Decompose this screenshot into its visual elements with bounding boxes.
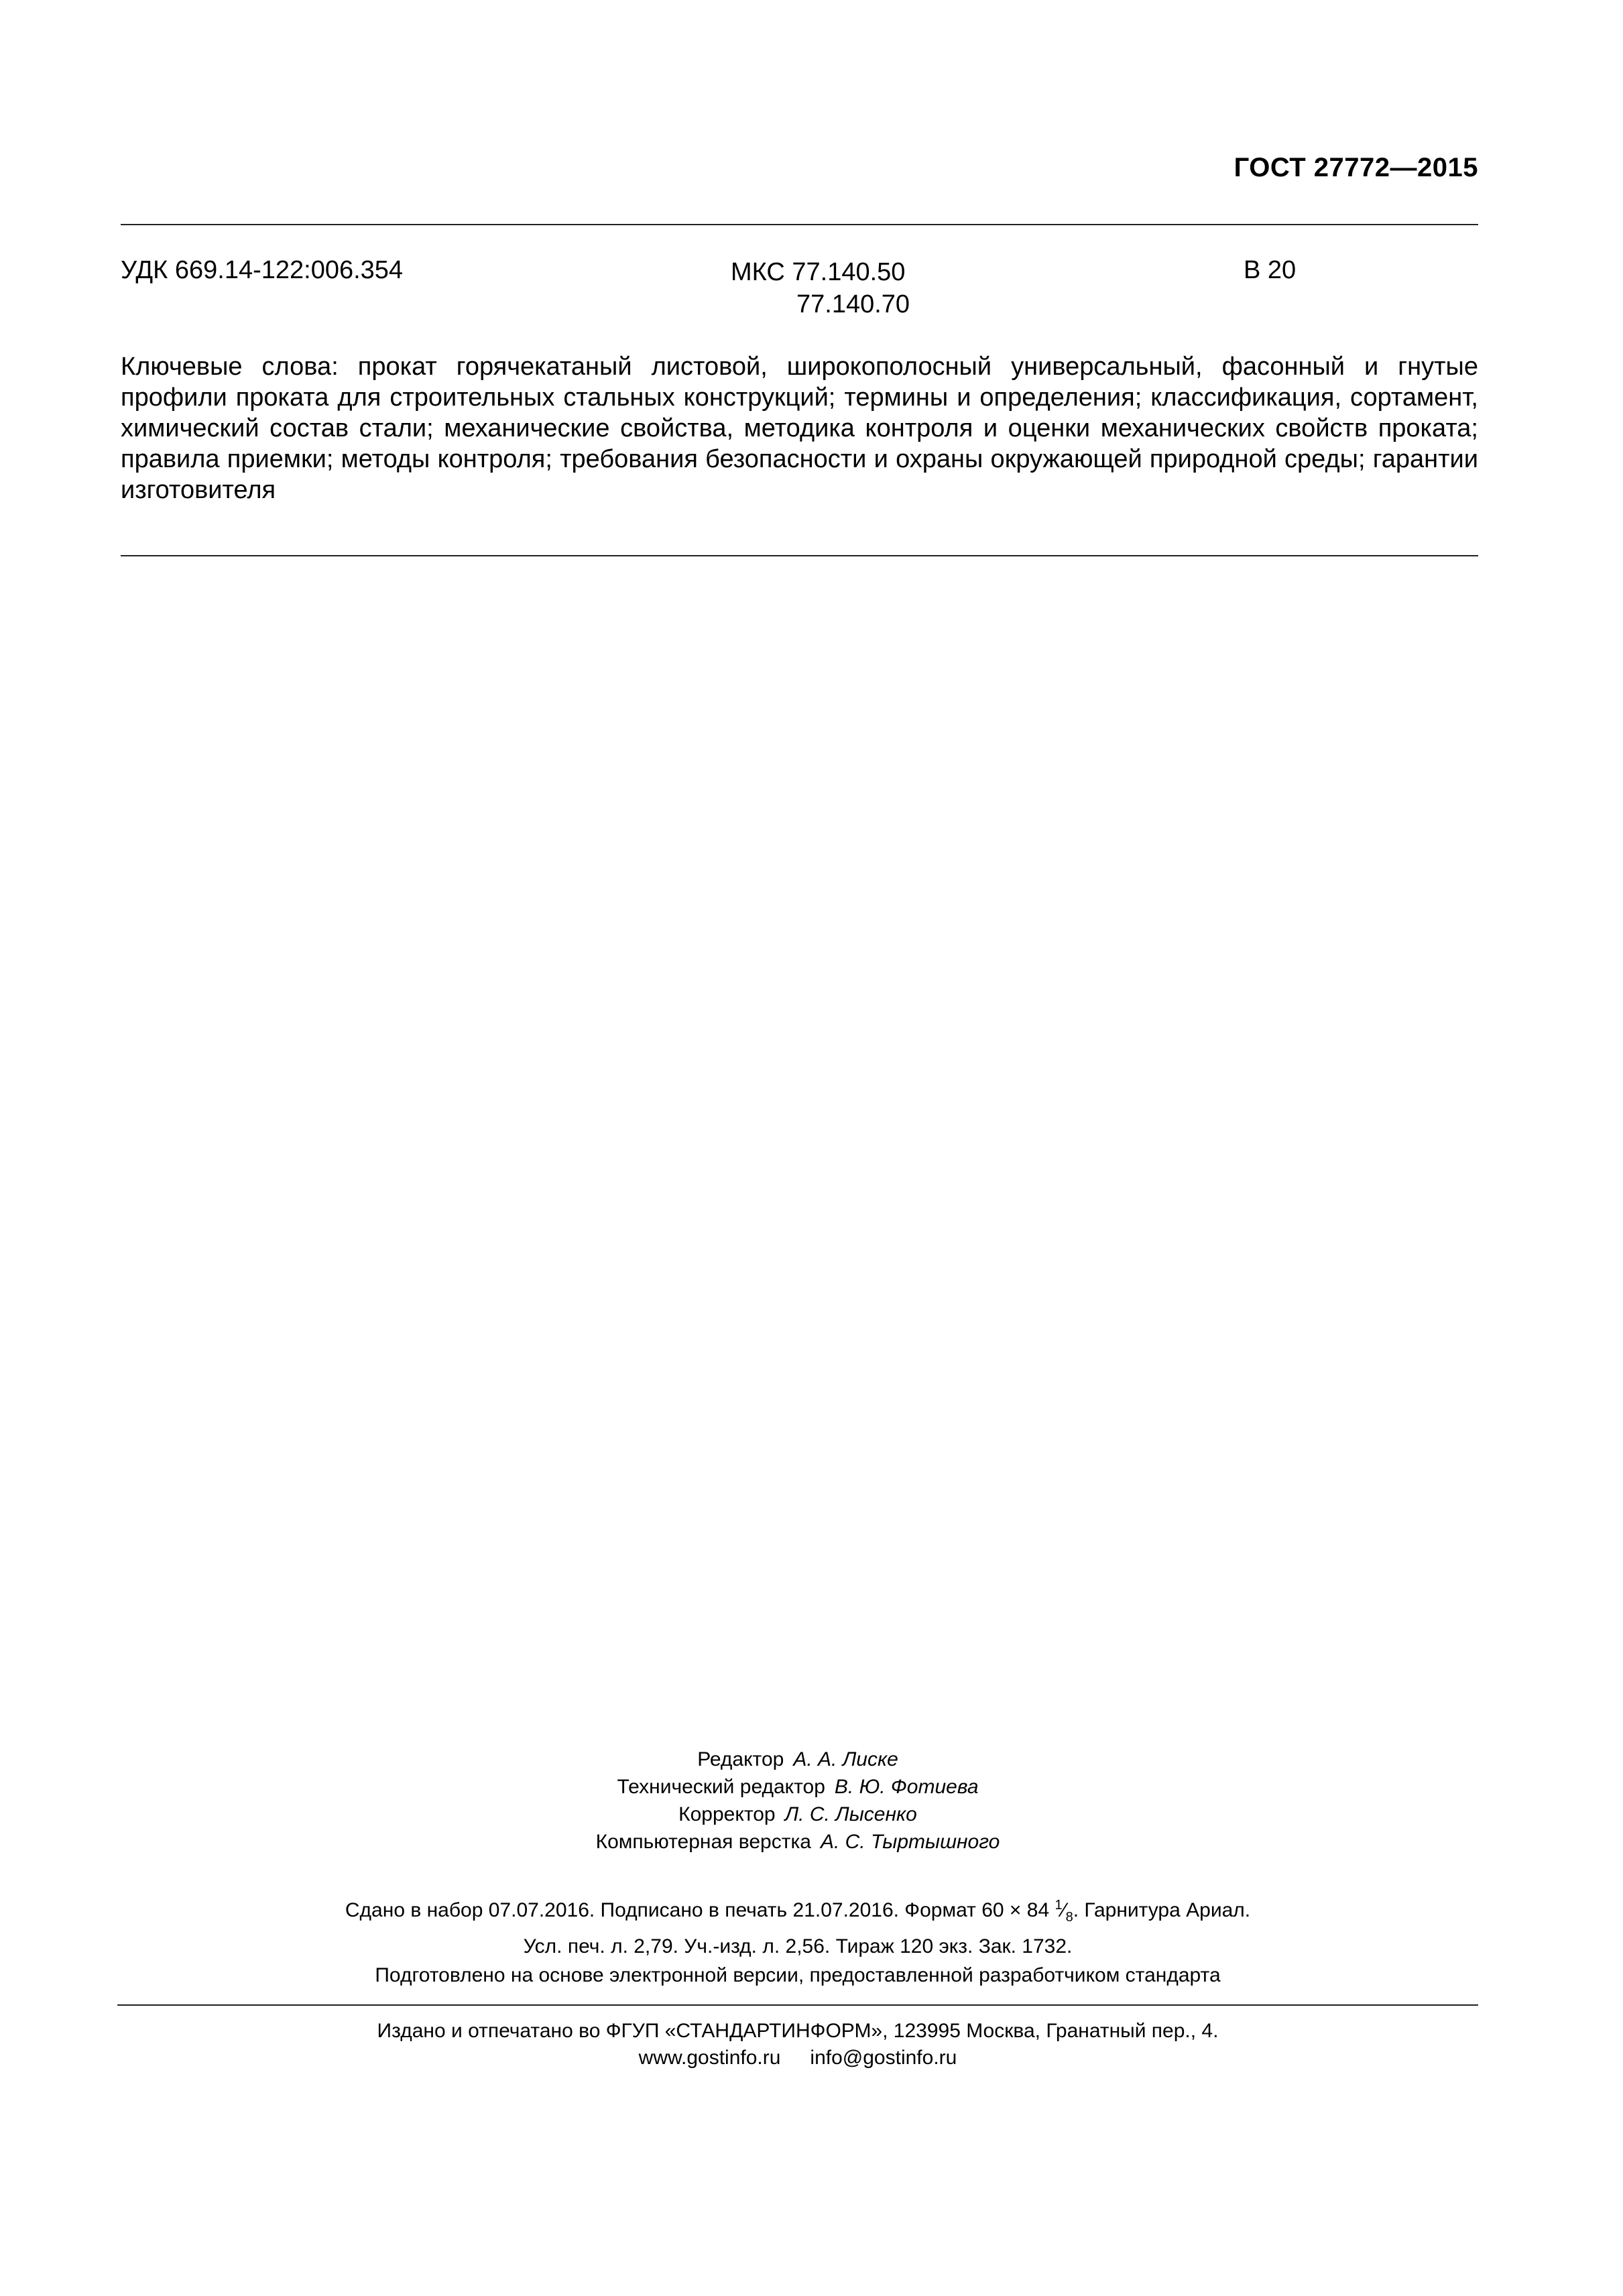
credit-name: В. Ю. Фотиева <box>834 1776 979 1798</box>
credit-name: Л. С. Лысенко <box>784 1803 917 1825</box>
format-fraction-numerator: 1 <box>1055 1898 1063 1913</box>
editorial-credits <box>0 1746 1596 1856</box>
top-divider <box>121 224 1478 225</box>
credit-role: Корректор <box>678 1803 776 1825</box>
format-fraction-denominator: 8 <box>1065 1910 1073 1925</box>
credit-name: А. А. Лиске <box>793 1748 898 1770</box>
mks-code-2: 77.140.70 <box>796 290 910 318</box>
print-details <box>0 1890 1596 1961</box>
mks-codes <box>731 256 910 320</box>
classification-code: В 20 <box>1244 256 1297 284</box>
credit-proofreader <box>0 1801 1596 1828</box>
udk-code: УДК 669.14-122:006.354 <box>121 256 404 284</box>
print-details-line-2: Усл. печ. л. 2,79. Уч.-изд. л. 2,56. Тираж 120 экз. Зак. 1732. <box>523 1935 1073 1957</box>
prepared-note: Подготовлено на основе электронной версии, предоставленной разработчиком стандарта <box>375 1964 1221 1986</box>
credit-role: Компьютерная верстка <box>595 1831 811 1853</box>
publisher-email: info@gostinfo.ru <box>810 2047 957 2069</box>
publisher-contacts <box>0 2045 1596 2071</box>
print-details-line-1 <box>0 1890 1596 1932</box>
format-fraction-slash: ⁄ <box>1062 1899 1066 1921</box>
publisher-divider <box>117 2004 1478 2006</box>
publisher-website: www.gostinfo.ru <box>638 2047 781 2069</box>
credit-technical-editor <box>0 1773 1596 1801</box>
publisher-info <box>0 2018 1596 2071</box>
credit-layout <box>0 1828 1596 1856</box>
credit-role: Технический редактор <box>617 1776 825 1798</box>
keywords-paragraph: Ключевые слова: прокат горячекатаный листовой, широкополосный универсальный, фасонный и гнутые профили проката для строительных стальных конструкций; термины и определения; классификация, сортамент, химический состав стали; механические свойства, методика контроля и оценки механических свойств проката; правила приемки; методы контроля; требования безопасности и охраны окружающей природной среды; гарантии изготовителя <box>121 353 1478 504</box>
mks-code-1: МКС 77.140.50 <box>731 258 906 286</box>
credit-name: А. С. Тыртышного <box>820 1831 1000 1853</box>
publisher-address: Издано и отпечатано во ФГУП «СТАНДАРТИНФОРМ», 123995 Москва, Гранатный пер., 4. <box>377 2020 1219 2042</box>
document-code: ГОСТ 27772—2015 <box>1234 153 1478 182</box>
credit-editor <box>0 1746 1596 1773</box>
keywords-divider <box>121 555 1478 556</box>
print-details-text: . Гарнитура Ариал. <box>1073 1899 1251 1921</box>
print-details-text: Сдано в набор 07.07.2016. Подписано в печать 21.07.2016. Формат 60 × 84 <box>345 1899 1055 1921</box>
credit-role: Редактор <box>697 1748 784 1770</box>
